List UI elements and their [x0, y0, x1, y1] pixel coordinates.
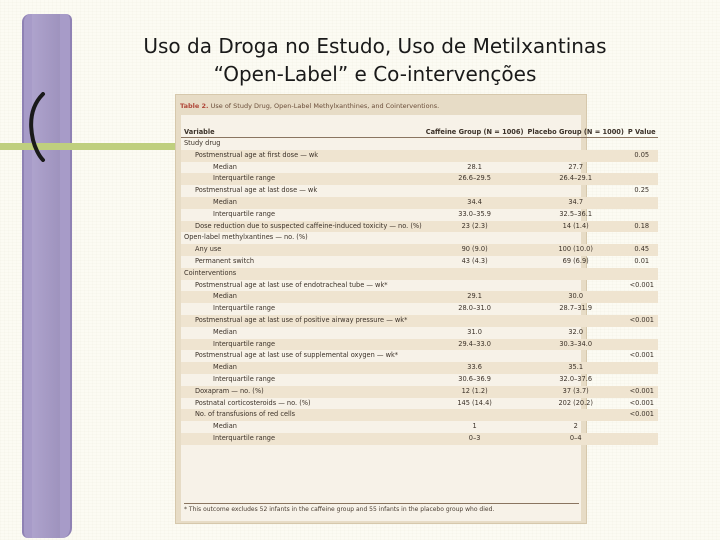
- row-variable-cell: Doxapram — no. (%): [181, 386, 424, 398]
- row-placebo-cell: 26.4–29.1: [526, 173, 626, 185]
- row-placebo-cell: 32.0: [568, 327, 584, 336]
- table-row: [181, 173, 658, 185]
- row-variable-cell: Median: [213, 422, 237, 431]
- row-variable-cell: Interquartile range: [181, 433, 424, 445]
- row-variable-cell: Interquartile range: [213, 374, 276, 383]
- row-variable-cell: Study drug: [184, 139, 221, 147]
- row-variable-cell: Postmenstrual age at last use of positive airway pressure — wk*: [181, 315, 424, 327]
- row-caffeine-cell: 29.4–33.0: [424, 339, 526, 351]
- table-image: [176, 95, 656, 523]
- row-pvalue-cell: 0.45: [626, 244, 658, 256]
- row-caffeine-cell: [424, 409, 526, 421]
- row-caffeine-cell: [424, 150, 526, 162]
- row-pvalue-cell: [626, 209, 658, 221]
- row-placebo-cell: 30.3–34.0: [526, 339, 626, 351]
- row-placebo-cell: [526, 232, 626, 244]
- row-variable-cell: Median: [213, 327, 237, 336]
- row-variable-cell: Dose reduction due to suspected caffeine-induced toxicity — no. (%): [181, 221, 424, 233]
- row-caffeine-cell: [424, 232, 526, 244]
- row-caffeine-cell: 23 (2.3): [424, 221, 526, 233]
- row-variable-cell: Interquartile range: [213, 209, 276, 218]
- row-placebo-cell: [526, 185, 626, 197]
- row-caffeine-cell: [424, 315, 526, 327]
- row-placebo-cell: [526, 150, 626, 162]
- table-row: [181, 433, 658, 445]
- row-caffeine-cell: [424, 268, 526, 280]
- table-row: [181, 280, 658, 292]
- row-variable-cell: Median: [181, 197, 424, 209]
- row-caffeine-cell: 31.0: [467, 327, 482, 336]
- table-row: [181, 315, 658, 327]
- row-placebo-cell: 35.1: [526, 362, 626, 374]
- row-pvalue-cell: 0.01: [634, 256, 650, 265]
- row-variable-cell: Postmenstrual age at last use of endotracheal tube — wk*: [195, 280, 388, 289]
- row-variable-cell: Postmenstrual age at last dose — wk: [195, 186, 318, 195]
- row-pvalue-cell: [626, 374, 658, 386]
- row-variable-cell: Median: [181, 362, 424, 374]
- row-caffeine-cell: 34.4: [424, 197, 526, 209]
- row-variable-cell: Cointerventions: [181, 268, 424, 280]
- row-pvalue-cell: [626, 433, 658, 445]
- row-variable-cell: Open-label methylxantines — no. (%): [184, 233, 308, 242]
- row-variable-cell: Permanent switch: [195, 256, 255, 265]
- table-row: [181, 291, 658, 303]
- row-variable-cell: No. of transfusions of red cells: [181, 409, 424, 421]
- table-row: [181, 362, 658, 374]
- row-pvalue-cell: [626, 197, 658, 209]
- slide-title: [90, 32, 660, 88]
- row-pvalue-cell: 0.05: [626, 150, 658, 162]
- column-header-placebo: Placebo Group (N = 1000): [526, 115, 626, 138]
- column-header-pvalue: P Value: [626, 115, 658, 138]
- row-caffeine-cell: 28.0–31.0: [458, 304, 491, 313]
- row-placebo-cell: [526, 350, 626, 362]
- row-placebo-cell: 0–4: [526, 433, 626, 445]
- slide-title-line2: “Open-Label” e Co-intervenções: [213, 62, 537, 86]
- table-row: [181, 221, 658, 233]
- row-pvalue-cell: <0.001: [626, 409, 658, 421]
- table-title-text: Use of Study Drug, Open-Label Methylxanthines, and Cointerventions.: [210, 102, 440, 110]
- table-row: [181, 398, 658, 410]
- row-variable-cell: Postmenstrual age at first dose — wk: [181, 150, 424, 162]
- decorative-bracket-icon: [25, 92, 47, 162]
- table-row: [181, 244, 658, 256]
- row-caffeine-cell: [424, 185, 526, 197]
- table-row: [181, 256, 658, 268]
- row-pvalue-cell: [626, 421, 658, 433]
- row-placebo-cell: 69 (6.9): [562, 256, 589, 265]
- table-row: [181, 350, 658, 362]
- table-row: [181, 409, 658, 421]
- row-placebo-cell: [526, 138, 626, 150]
- row-placebo-cell: 2: [573, 422, 578, 431]
- table-footnote: * This outcome excludes 52 infants in the caffeine group and 55 infants in the placebo group who died.: [184, 503, 579, 516]
- row-caffeine-cell: 43 (4.3): [461, 256, 488, 265]
- row-caffeine-cell: [424, 138, 526, 150]
- row-pvalue-cell: <0.001: [629, 351, 654, 360]
- table-row: [181, 197, 658, 209]
- row-variable-cell: Median: [181, 291, 424, 303]
- row-pvalue-cell: [626, 138, 658, 150]
- row-caffeine-cell: [424, 350, 526, 362]
- row-pvalue-cell: 0.18: [626, 221, 658, 233]
- row-pvalue-cell: [626, 173, 658, 185]
- row-pvalue-cell: [626, 291, 658, 303]
- row-caffeine-cell: [424, 280, 526, 292]
- row-pvalue-cell: [626, 327, 658, 339]
- row-pvalue-cell: <0.001: [626, 386, 658, 398]
- row-pvalue-cell: [626, 268, 658, 280]
- table-body: [181, 138, 658, 445]
- row-caffeine-cell: 29.1: [424, 291, 526, 303]
- row-placebo-cell: 34.7: [526, 197, 626, 209]
- row-pvalue-cell: [626, 362, 658, 374]
- row-placebo-cell: [526, 268, 626, 280]
- table-row: [181, 421, 658, 433]
- row-placebo-cell: 100 (10.0): [526, 244, 626, 256]
- table-row: [181, 268, 658, 280]
- results-table: [181, 115, 658, 445]
- table-row: [181, 232, 658, 244]
- row-variable-cell: Interquartile range: [181, 339, 424, 351]
- column-header-caffeine: Caffeine Group (N = 1006): [424, 115, 526, 138]
- row-caffeine-cell: 12 (1.2): [424, 386, 526, 398]
- table-header-row: [181, 115, 658, 138]
- row-caffeine-cell: 28.1: [467, 162, 482, 171]
- table-row: [181, 150, 658, 162]
- row-placebo-cell: [526, 409, 626, 421]
- table-number: Table 2.: [180, 102, 209, 110]
- table-row: [181, 339, 658, 351]
- row-variable-cell: Interquartile range: [213, 304, 276, 313]
- row-placebo-cell: [526, 280, 626, 292]
- row-caffeine-cell: 33.6: [424, 362, 526, 374]
- row-placebo-cell: 30.0: [526, 291, 626, 303]
- table-row: [181, 209, 658, 221]
- table-row: [181, 374, 658, 386]
- row-pvalue-cell: <0.001: [626, 315, 658, 327]
- row-caffeine-cell: 145 (14.4): [457, 398, 492, 407]
- row-placebo-cell: 32.0–37.6: [559, 374, 593, 383]
- row-placebo-cell: 27.7: [568, 162, 584, 171]
- slide-title-line1: Uso da Droga no Estudo, Uso de Metilxantinas: [143, 34, 607, 58]
- row-caffeine-cell: 90 (9.0): [424, 244, 526, 256]
- table-row: [181, 162, 658, 174]
- row-pvalue-cell: 0.25: [634, 186, 650, 195]
- row-pvalue-cell: [626, 339, 658, 351]
- row-pvalue-cell: [626, 303, 658, 315]
- row-caffeine-cell: 30.6–36.9: [458, 374, 491, 383]
- row-caffeine-cell: 1: [472, 422, 477, 431]
- row-placebo-cell: 14 (1.4): [526, 221, 626, 233]
- row-pvalue-cell: <0.001: [629, 280, 654, 289]
- row-variable-cell: Interquartile range: [181, 173, 424, 185]
- table-row: [181, 386, 658, 398]
- table-row: [181, 138, 658, 150]
- row-pvalue-cell: [626, 162, 658, 174]
- table-row: [181, 303, 658, 315]
- row-pvalue-cell: <0.001: [629, 398, 654, 407]
- row-pvalue-cell: [626, 232, 658, 244]
- table-row: [181, 185, 658, 197]
- table-title: [180, 99, 580, 113]
- row-placebo-cell: 37 (3.7): [526, 386, 626, 398]
- row-placebo-cell: [526, 315, 626, 327]
- row-variable-cell: Median: [213, 162, 237, 171]
- row-placebo-cell: 28.7–31.9: [559, 304, 593, 313]
- column-header-variable: Variable: [181, 115, 424, 138]
- row-placebo-cell: 202 (20.2): [558, 398, 593, 407]
- row-variable-cell: Postmenstrual age at last use of supplemental oxygen — wk*: [195, 351, 399, 360]
- row-variable-cell: Postnatal corticosteroids — no. (%): [195, 398, 311, 407]
- row-placebo-cell: 32.5–36.1: [559, 209, 593, 218]
- table-row: [181, 327, 658, 339]
- row-caffeine-cell: 26.6–29.5: [424, 173, 526, 185]
- table-sheet: [181, 115, 656, 521]
- row-caffeine-cell: 33.0–35.9: [458, 209, 491, 218]
- row-variable-cell: Any use: [181, 244, 424, 256]
- row-caffeine-cell: 0–3: [424, 433, 526, 445]
